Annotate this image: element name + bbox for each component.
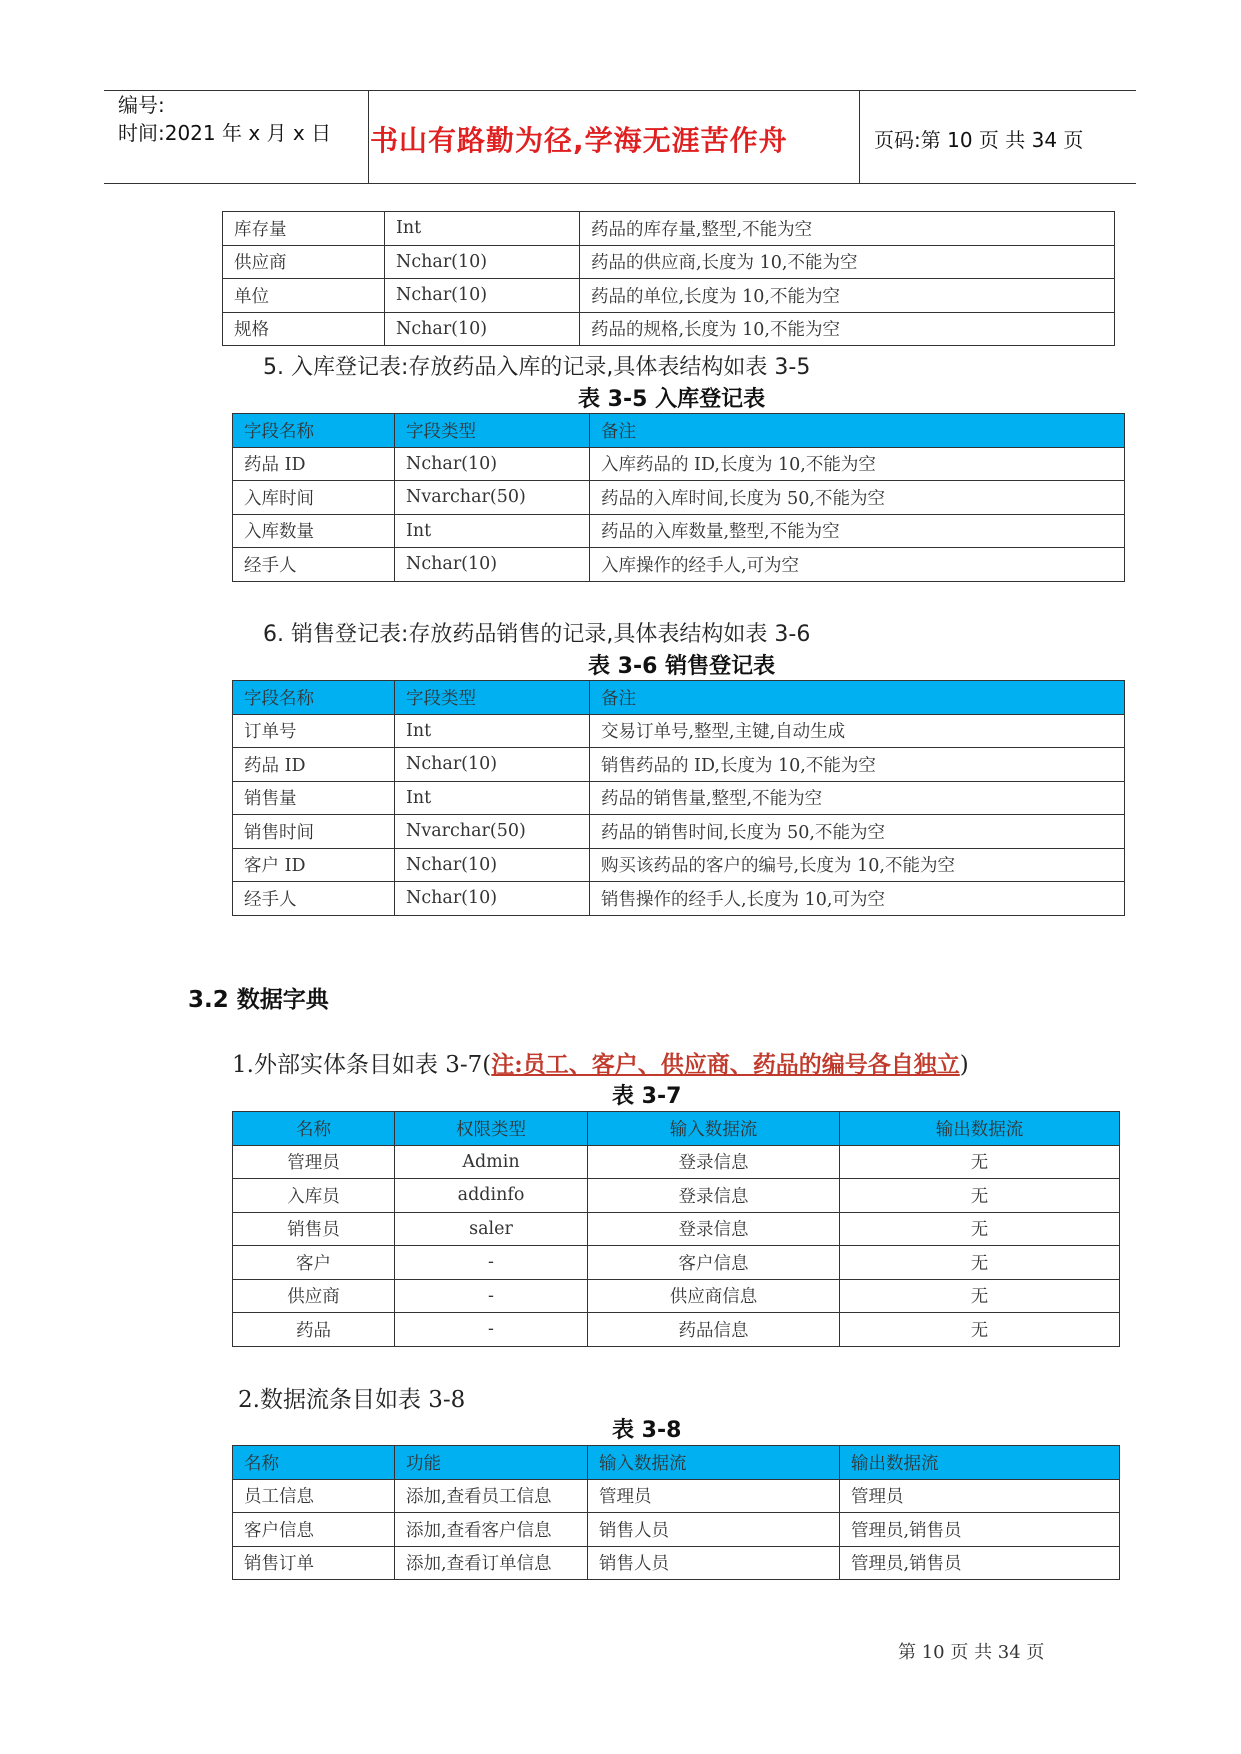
column-header: 名称 (233, 1112, 395, 1146)
table-row (233, 1246, 1120, 1280)
cell: 入库药品的 ID,长度为 10,不能为空 (590, 447, 1125, 481)
table-row (233, 514, 1125, 548)
cell: 药品的入库时间,长度为 50,不能为空 (590, 481, 1125, 515)
column-header: 输入数据流 (588, 1112, 840, 1146)
table-3-7-intro (232, 1046, 969, 1079)
cell: Nchar(10) (385, 279, 580, 313)
table-3-5-caption: 表 3-5 入库登记表 (578, 387, 766, 412)
cell: 药品 (233, 1313, 395, 1347)
cell: - (395, 1246, 588, 1280)
cell: 药品的销售量,整型,不能为空 (590, 781, 1125, 815)
cell: Nchar(10) (395, 548, 590, 582)
cell: 无 (840, 1179, 1120, 1213)
cell: 单位 (223, 279, 385, 313)
section6-paragraph: 6. 销售登记表:存放药品销售的记录,具体表结构如表 3-6 (263, 622, 811, 647)
section5-paragraph: 5. 入库登记表:存放药品入库的记录,具体表结构如表 3-5 (263, 355, 811, 380)
cell: Nchar(10) (395, 882, 590, 916)
cell: Nchar(10) (395, 848, 590, 882)
cell: 供应商信息 (588, 1279, 840, 1313)
cell: 供应商 (233, 1279, 395, 1313)
cell: 供应商 (223, 245, 385, 279)
cell: 客户 (233, 1246, 395, 1280)
cell: 销售员 (233, 1212, 395, 1246)
section-heading-3-2: 3.2 数据字典 (188, 987, 329, 1013)
column-header: 字段名称 (233, 681, 395, 715)
cell: 销售操作的经手人,长度为 10,可为空 (590, 882, 1125, 916)
table-3-8-intro: 2.数据流条目如表 3-8 (238, 1387, 466, 1413)
table-header-row (233, 414, 1125, 448)
table-row (233, 1212, 1120, 1246)
cell: 入库时间 (233, 481, 395, 515)
table-header-row (233, 1446, 1120, 1480)
cell: Nchar(10) (395, 447, 590, 481)
cell: 登录信息 (588, 1179, 840, 1213)
cell: 药品的规格,长度为 10,不能为空 (580, 312, 1115, 346)
cell: - (395, 1279, 588, 1313)
table-row (233, 1279, 1120, 1313)
table-row (233, 748, 1125, 782)
header-meta (118, 91, 331, 147)
cell: 无 (840, 1313, 1120, 1347)
cell: 入库数量 (233, 514, 395, 548)
table-drug-info-continued (222, 211, 1115, 346)
cell: 药品信息 (588, 1313, 840, 1347)
cell: 员工信息 (233, 1479, 395, 1513)
table-row (233, 781, 1125, 815)
cell: saler (395, 1212, 588, 1246)
cell: 药品的单位,长度为 10,不能为空 (580, 279, 1115, 313)
table-body (223, 212, 1115, 346)
cell: 药品的入库数量,整型,不能为空 (590, 514, 1125, 548)
table-row (233, 1546, 1120, 1580)
cell: Admin (395, 1145, 588, 1179)
table-row (233, 1313, 1120, 1347)
column-header: 备注 (590, 681, 1125, 715)
cell: 客户信息 (233, 1513, 395, 1547)
cell: 登录信息 (588, 1145, 840, 1179)
cell: 药品 ID (233, 748, 395, 782)
header-divider-right (859, 91, 860, 184)
cell: 管理员 (233, 1145, 395, 1179)
cell: 订单号 (233, 714, 395, 748)
cell: 入库操作的经手人,可为空 (590, 548, 1125, 582)
column-header: 字段类型 (395, 414, 590, 448)
cell: Nchar(10) (385, 245, 580, 279)
table-row (233, 548, 1125, 582)
cell: 入库员 (233, 1179, 395, 1213)
cell: 药品的供应商,长度为 10,不能为空 (580, 245, 1115, 279)
intro-suffix: ) (959, 1052, 969, 1078)
cell: Int (395, 514, 590, 548)
cell: 库存量 (223, 212, 385, 246)
cell: Nvarchar(50) (395, 815, 590, 849)
header-motto: 书山有路勤为径,学海无涯苦作舟 (370, 124, 788, 157)
intro-text: 1.外部实体条目如表 3-7( (232, 1052, 492, 1078)
cell: Nchar(10) (395, 748, 590, 782)
cell: 管理员 (588, 1479, 840, 1513)
header-divider-left (368, 91, 369, 184)
cell: 客户 ID (233, 848, 395, 882)
table-row (233, 1179, 1120, 1213)
table-row (233, 815, 1125, 849)
cell: Int (395, 781, 590, 815)
cell: 药品的库存量,整型,不能为空 (580, 212, 1115, 246)
table-header-row (233, 681, 1125, 715)
cell: 无 (840, 1246, 1120, 1280)
column-header: 输出数据流 (840, 1446, 1120, 1480)
table-row (233, 882, 1125, 916)
cell: 管理员,销售员 (840, 1546, 1120, 1580)
table-row (233, 1513, 1120, 1547)
table-row (233, 481, 1125, 515)
table-row (233, 447, 1125, 481)
cell: Nchar(10) (385, 312, 580, 346)
cell: Nvarchar(50) (395, 481, 590, 515)
serial-label: 编号: (118, 93, 165, 117)
table-3-7 (232, 1111, 1120, 1347)
header-page-info: 页码:第 10 页 共 34 页 (874, 128, 1084, 152)
cell: 客户信息 (588, 1246, 840, 1280)
cell: Int (395, 714, 590, 748)
cell: 添加,查看员工信息 (395, 1479, 588, 1513)
cell: Int (385, 212, 580, 246)
table-row (223, 212, 1115, 246)
cell: 销售订单 (233, 1546, 395, 1580)
cell: 交易订单号,整型,主键,自动生成 (590, 714, 1125, 748)
cell: 无 (840, 1212, 1120, 1246)
table-header-row (233, 1112, 1120, 1146)
table-row (233, 1145, 1120, 1179)
table-row (223, 245, 1115, 279)
column-header: 名称 (233, 1446, 395, 1480)
table-row (233, 848, 1125, 882)
cell: 药品的销售时间,长度为 50,不能为空 (590, 815, 1125, 849)
table-row (223, 279, 1115, 313)
cell: 登录信息 (588, 1212, 840, 1246)
column-header: 字段类型 (395, 681, 590, 715)
table-row (233, 714, 1125, 748)
cell: 销售人员 (588, 1513, 840, 1547)
table-row (233, 1479, 1120, 1513)
cell: 销售量 (233, 781, 395, 815)
cell: 经手人 (233, 548, 395, 582)
cell: 购买该药品的客户的编号,长度为 10,不能为空 (590, 848, 1125, 882)
cell: 无 (840, 1279, 1120, 1313)
column-header: 权限类型 (395, 1112, 588, 1146)
cell: - (395, 1313, 588, 1347)
time-label: 时间:2021 年 x 月 x 日 (118, 121, 332, 145)
column-header: 字段名称 (233, 414, 395, 448)
cell: addinfo (395, 1179, 588, 1213)
cell: 管理员,销售员 (840, 1513, 1120, 1547)
intro-note: 注:员工、客户、供应商、药品的编号各自独立 (491, 1051, 960, 1078)
cell: 管理员 (840, 1479, 1120, 1513)
page-footer: 第 10 页 共 34 页 (898, 1642, 1045, 1663)
table-3-7-caption: 表 3-7 (612, 1084, 682, 1109)
table-3-8 (232, 1445, 1120, 1580)
column-header: 功能 (395, 1446, 588, 1480)
cell: 药品 ID (233, 447, 395, 481)
cell: 经手人 (233, 882, 395, 916)
cell: 销售药品的 ID,长度为 10,不能为空 (590, 748, 1125, 782)
header-bottom-rule (104, 183, 1136, 184)
column-header: 备注 (590, 414, 1125, 448)
cell: 规格 (223, 312, 385, 346)
cell: 销售时间 (233, 815, 395, 849)
table-3-6 (232, 680, 1125, 916)
table-3-8-caption: 表 3-8 (612, 1418, 682, 1443)
cell: 无 (840, 1145, 1120, 1179)
cell: 添加,查看客户信息 (395, 1513, 588, 1547)
column-header: 输出数据流 (840, 1112, 1120, 1146)
table-3-6-caption: 表 3-6 销售登记表 (588, 654, 776, 679)
cell: 销售人员 (588, 1546, 840, 1580)
table-row (223, 312, 1115, 346)
column-header: 输入数据流 (588, 1446, 840, 1480)
table-3-5 (232, 413, 1125, 582)
cell: 添加,查看订单信息 (395, 1546, 588, 1580)
